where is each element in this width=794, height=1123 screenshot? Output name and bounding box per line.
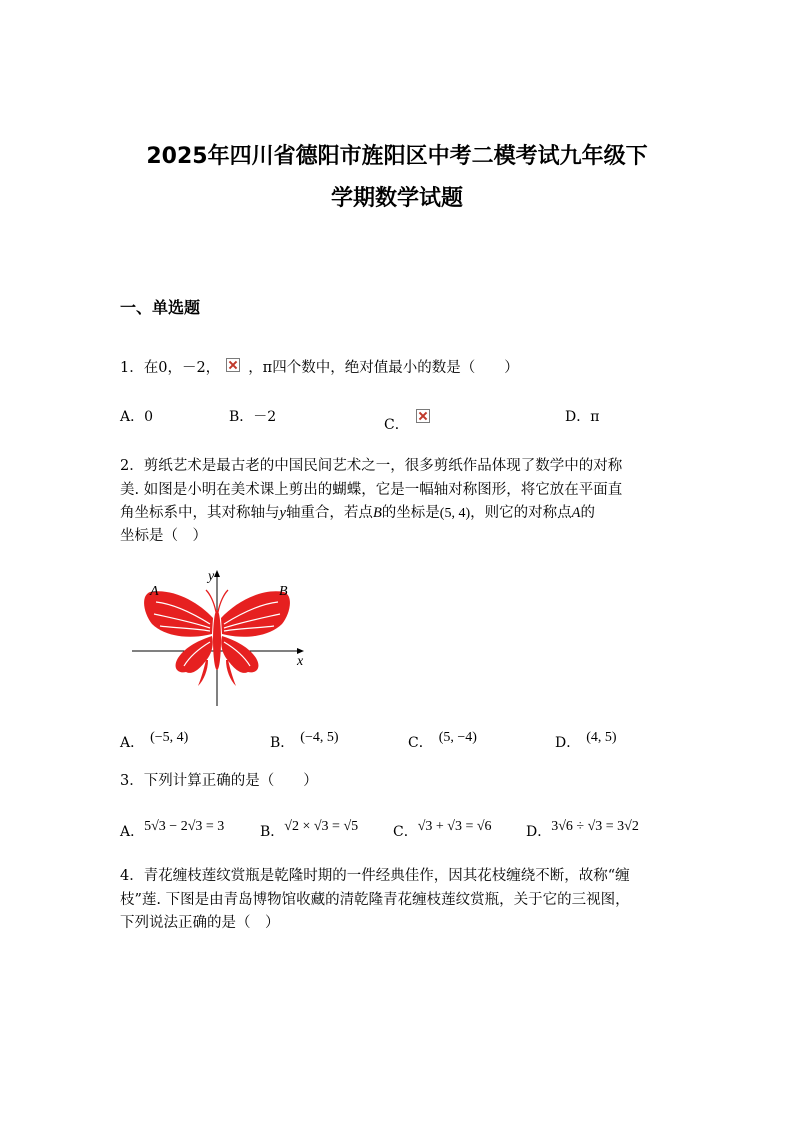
option-label: A． [120,735,145,751]
question-1-option-b[interactable]: B．－2 [229,409,277,425]
option-value: (4, 5) [586,730,617,745]
option-label: D． [526,824,552,840]
y-axis-label: y [208,569,215,584]
option-value: (5, −4) [438,730,477,745]
option-label: C． [408,735,433,751]
text-fragment: 轴重合，若点 [285,505,373,521]
question-3-option-a[interactable] [120,819,225,843]
question-2-line-4: 坐标是（ ） [120,528,207,544]
point-b-label: B [279,584,288,599]
question-2-option-b[interactable] [270,730,339,754]
question-3-option-c[interactable] [393,819,492,843]
left-antenna [206,590,216,612]
math-coordinate: (5, 4) [439,506,471,521]
question-2-line-3 [120,503,595,524]
text-fragment: 角坐标系中，其对称轴与 [120,505,280,521]
broken-image-icon [226,358,240,372]
question-2-line-2: 美. 如图是小明在美术课上剪出的蝴蝶，它是一幅轴对称图形，将它放在平面直 [120,482,623,498]
question-2-option-c[interactable] [408,730,477,754]
question-2-option-d[interactable] [555,730,617,754]
page-title-line-1: 2025年四川省德阳市旌阳区中考二模考试九年级下 [146,144,648,169]
option-value: (−4, 5) [300,730,339,745]
text-fragment: 的坐标是 [381,505,440,521]
right-antenna [218,590,228,612]
question-1-option-d[interactable]: D．π [565,409,600,425]
question-1-option-a[interactable]: A．0 [120,409,154,425]
question-1-option-c[interactable] [384,415,409,435]
question-2-option-a[interactable] [120,730,189,754]
question-3-option-d[interactable] [526,819,639,843]
option-value: (−5, 4) [150,730,189,745]
question-4-line-2: 枝”莲. 下图是由青岛博物馆收藏的清乾隆青花缠枝莲纹赏瓶，关于它的三视图， [120,892,630,908]
text-fragment: ，则它的对称点 [470,505,572,521]
x-axis-label: x [297,654,304,669]
question-3-option-b[interactable] [260,819,359,843]
y-axis-arrow [214,570,220,577]
question-1-text-post: ，π四个数中，绝对值最小的数是（ ） [248,360,519,376]
question-1-text-pre: 1．在0，－2， [120,360,221,376]
option-label: D． [555,735,581,751]
question-4-line-1: 4．青花缠枝莲纹赏瓶是乾隆时期的一件经典佳作，因其花枝缠绕不断，故称“缠 [120,868,630,884]
butterfly-body [213,610,221,670]
broken-image-icon [416,409,430,423]
option-value: √3 + √3 = √6 [417,819,492,834]
math-var-y: y [279,505,286,521]
text-fragment: 的 [580,505,595,521]
point-a-label: A [150,584,159,599]
question-1-option-c-label: C． [384,417,409,433]
option-value: 5√3 − 2√3 = 3 [144,819,225,834]
option-value: √2 × √3 = √5 [284,819,359,834]
section-heading: 一、单选题 [120,298,201,317]
option-label: A． [120,824,145,840]
butterfly-figure [128,566,312,708]
option-label: C． [393,824,418,840]
question-1-text [120,358,519,378]
question-2-line-1: 2．剪纸艺术是最古老的中国民间艺术之一，很多剪纸作品体现了数学中的对称 [120,458,623,474]
question-3-text: 3．下列计算正确的是（ ） [120,773,318,789]
page-title-line-2: 学期数学试题 [330,186,463,211]
math-var-b: B [372,505,382,521]
option-label: B． [270,735,295,751]
math-var-a: A [571,505,581,521]
question-4-line-3: 下列说法正确的是（ ） [120,915,280,931]
option-value: 3√6 ÷ √3 = 3√2 [551,819,639,834]
option-label: B． [260,824,285,840]
